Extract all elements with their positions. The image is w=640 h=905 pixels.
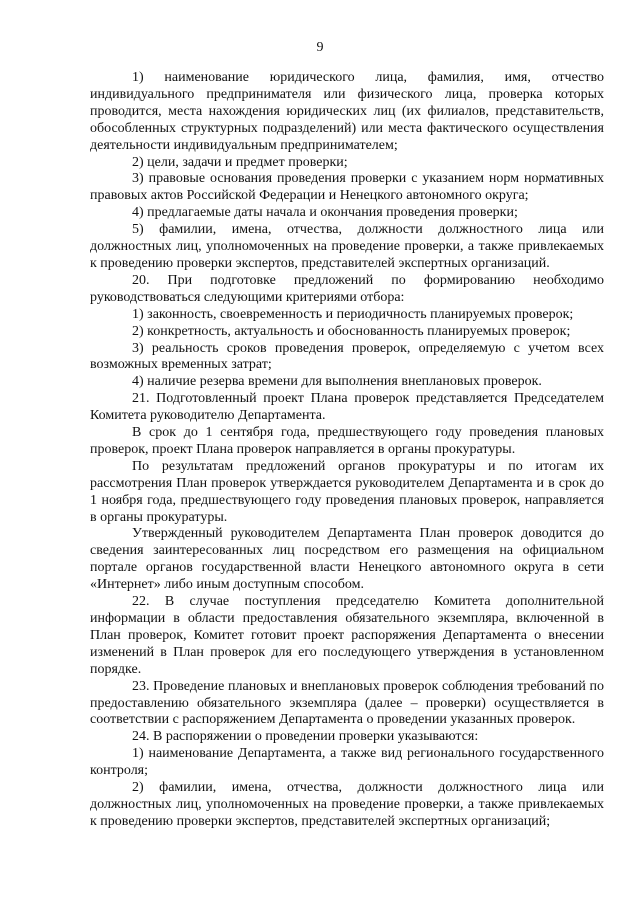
paragraph: 20. При подготовке предложений по формированию необходимо руководствоваться следующими критериями отбора: xyxy=(90,272,604,305)
paragraph: В срок до 1 сентября года, предшествующего году проведения плановых проверок, проект Плана проверок направляется в органы прокуратуры. xyxy=(90,425,604,457)
paragraph: 23. Проведение плановых и внеплановых проверок соблюдения требований по предоставлению обязательного экземпляра (далее – проверки) осуществляется в соответствии с распоряжением Департамента о проведении указанных проверок. xyxy=(90,678,604,728)
paragraph: 2) фамилии, имена, отчества, должности должностного лица или должностных лиц, уполномоченных на проведение проверки, а также привлекаемых к проведению проверки экспертов, представителей экспертных организаций; xyxy=(90,780,604,829)
document-body xyxy=(90,70,604,831)
paragraph: 4) предлагаемые даты начала и окончания проведения проверки; xyxy=(132,205,518,221)
page-number: 9 xyxy=(316,40,324,55)
paragraph: 3) правовые основания проведения проверки с указанием норм нормативных правовых актов Российской Федерации и Ненецкого автономного округа; xyxy=(90,171,604,204)
paragraph: 1) наименование юридического лица, фамилия, имя, отчество индивидуального предпринимателя или физического лица, проверка которых проводится, места нахождения юридических лиц (их филиалов, представительств, обособленных структурных подразделений) или места фактического осуществления деятельности индивидуальным предпринимателем; xyxy=(90,70,604,153)
paragraph: 5) фамилии, имена, отчества, должности должностного лица или должностных лиц, уполномоченных на проведение проверки, а также привлекаемых к проведению проверки экспертов, представителей экспертных организаций. xyxy=(90,222,604,271)
paragraph: По результатам предложений органов прокуратуры и по итогам их рассмотрения План проверок утверждается руководителем Департамента и в срок до 1 ноября года, предшествующего году проведения плановых проверок, направляется в органы прокуратуры. xyxy=(90,458,604,525)
paragraph: 4) наличие резерва времени для выполнения внеплановых проверок. xyxy=(132,374,542,390)
paragraph: 22. В случае поступления председателю Комитета дополнительной информации в области предоставления обязательного экземпляра, включенной в План проверок, Комитет готовит проект распоряжения Департамента о внесении изменений в План проверок для его последующего утверждения в установленном порядке. xyxy=(90,594,604,677)
paragraph: 21. Подготовленный проект Плана проверок представляется Председателем Комитета руководителю Департамента. xyxy=(90,391,604,424)
paragraph: 3) реальность сроков проведения проверок, определяемую с учетом всех возможных временных затрат; xyxy=(90,340,604,373)
paragraph: Утвержденный руководителем Департамента План проверок доводится до сведения заинтересованных лиц посредством его размещения на официальном портале органов государственной власти Ненецкого автономного округа в сети «Интернет» либо иным доступным способом. xyxy=(90,526,604,593)
paragraph: 2) конкретность, актуальность и обоснованность планируемых проверок; xyxy=(132,323,571,339)
paragraph: 24. В распоряжении о проведении проверки указываются: xyxy=(132,729,479,745)
paragraph: 1) законность, своевременность и периодичность планируемых проверок; xyxy=(132,306,574,322)
paragraph: 1) наименование Департамента, а также вид регионального государственного контроля; xyxy=(90,746,604,779)
paragraph: 2) цели, задачи и предмет проверки; xyxy=(132,154,348,170)
